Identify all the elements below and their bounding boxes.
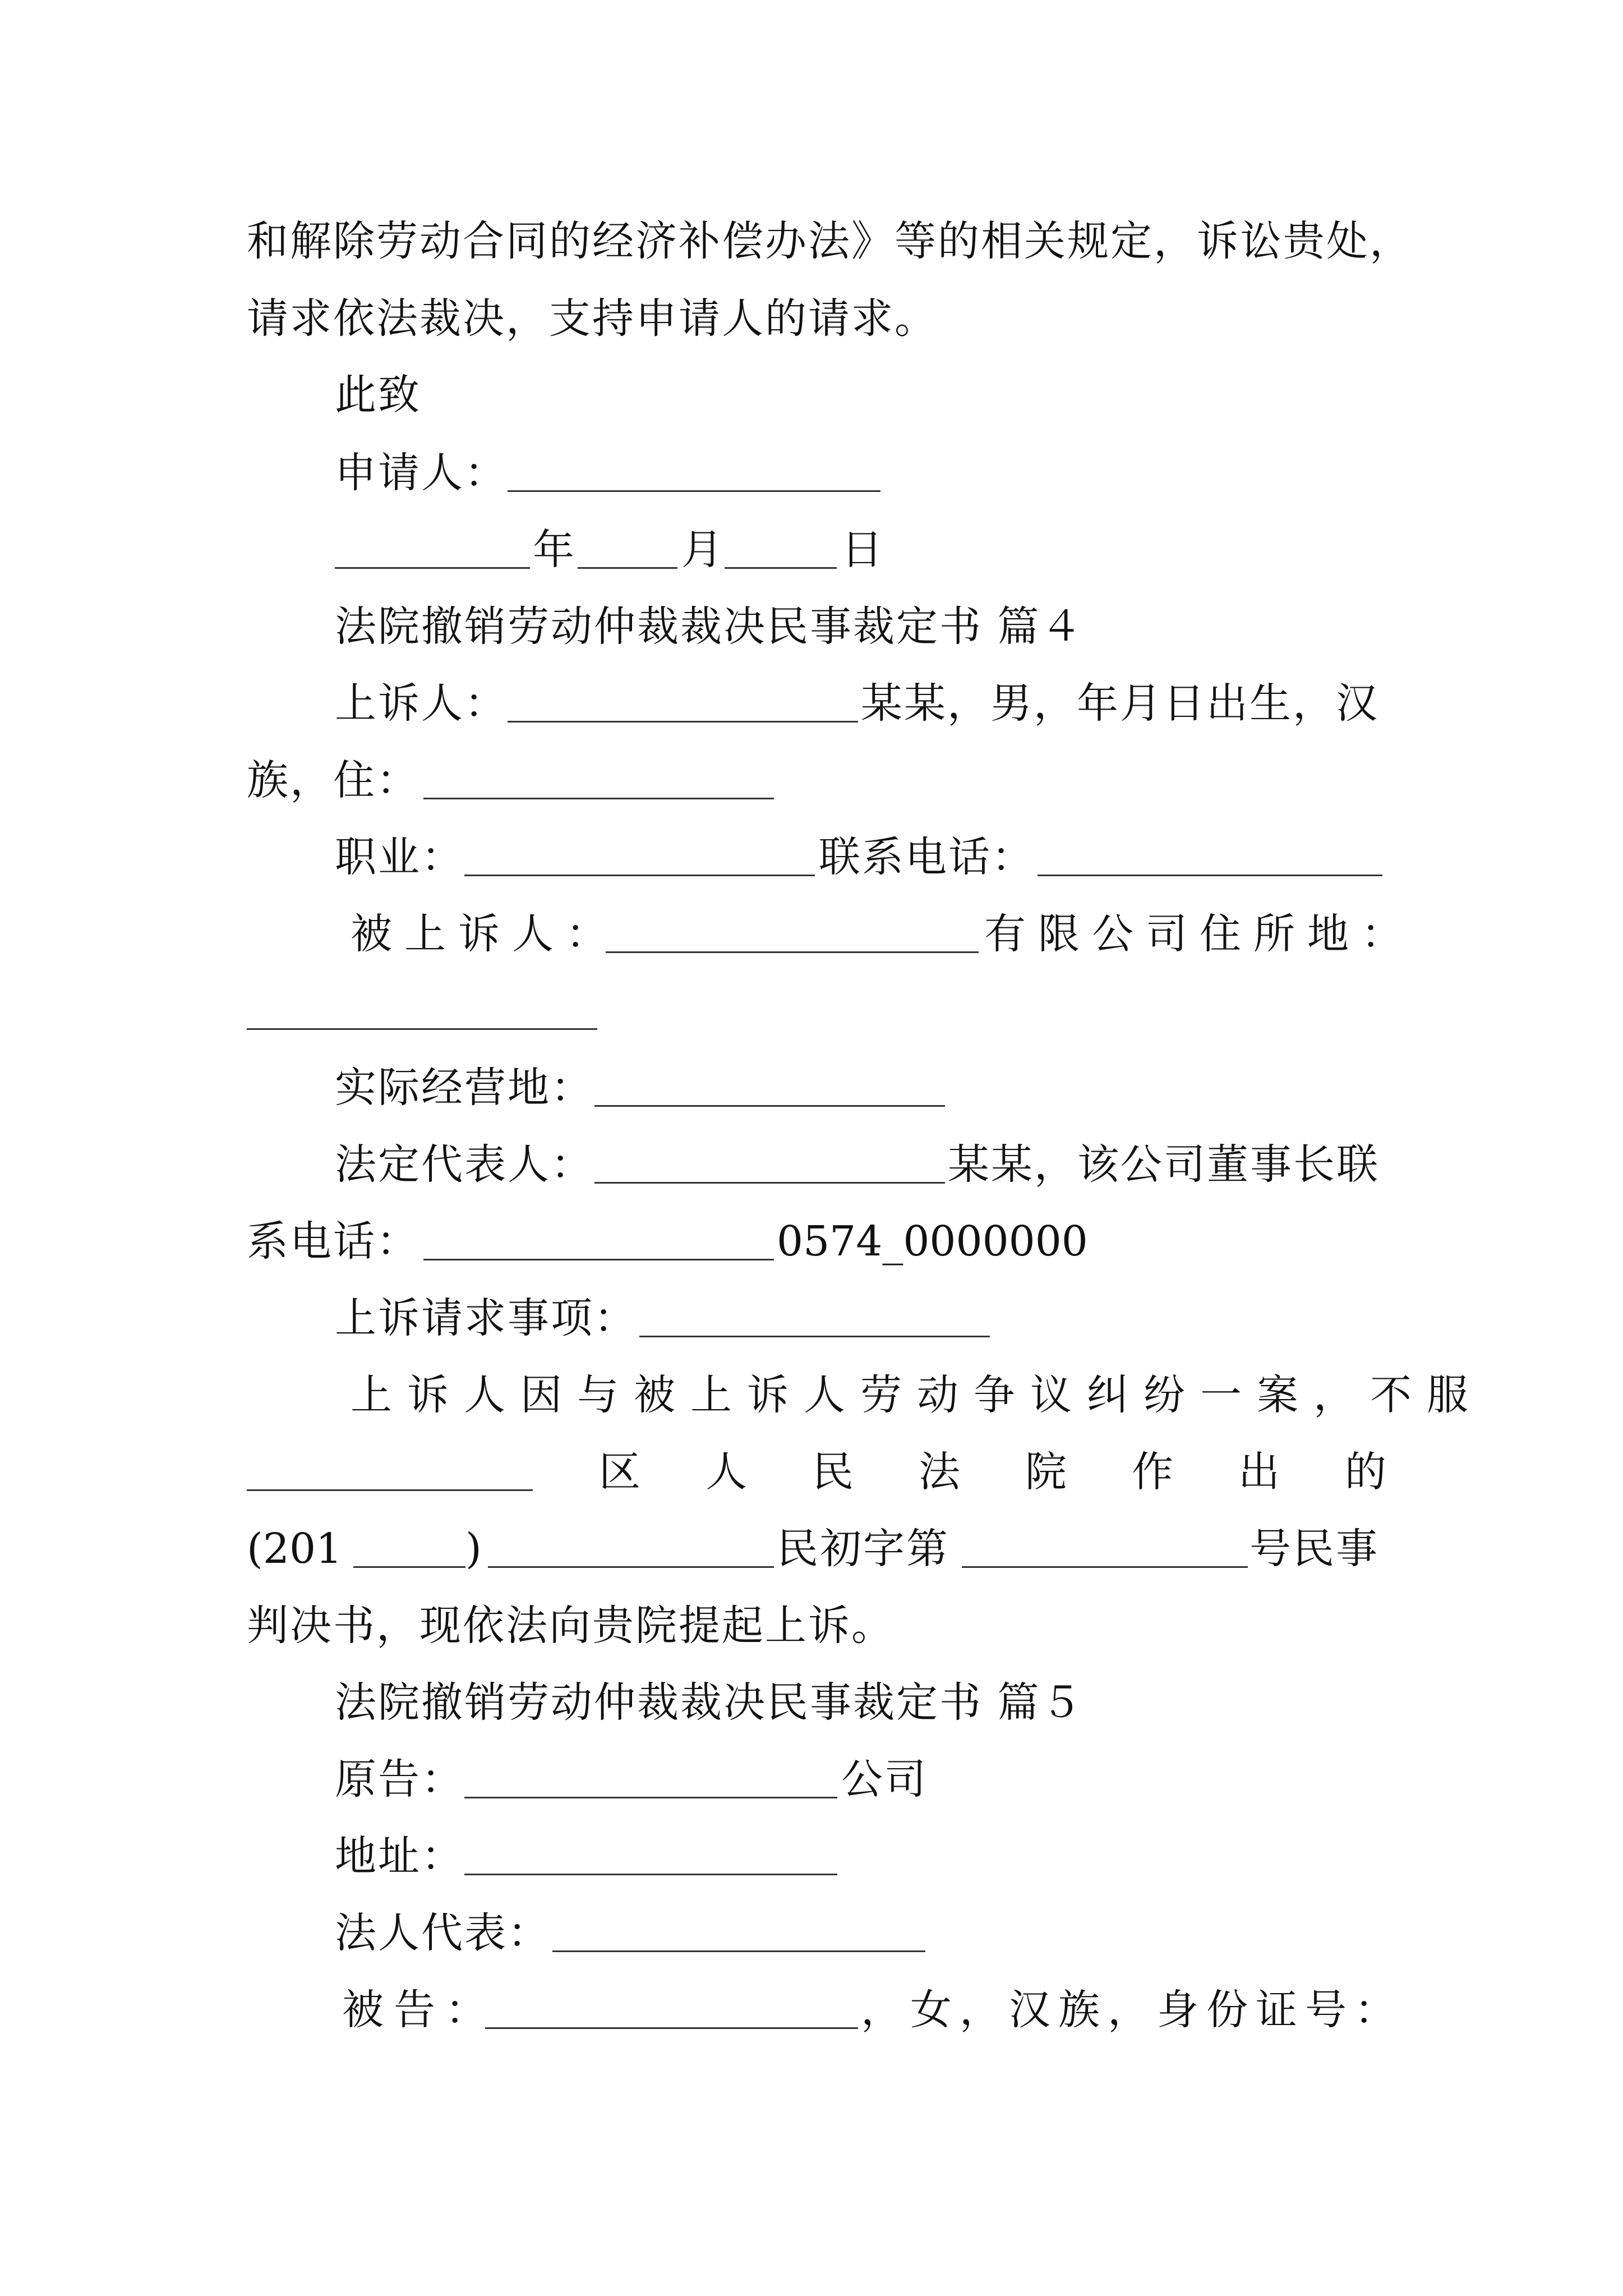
business-line — [0, 1057, 1623, 1119]
address-line — [0, 1825, 1623, 1887]
defendant-label: 被告： — [342, 1986, 497, 2034]
appeal-body-line — [0, 1364, 1623, 1426]
section-title-line — [0, 596, 1623, 657]
paragraph-line — [0, 210, 1623, 272]
appellant-label: 上诉人： — [335, 679, 508, 728]
court-blank — [247, 1441, 533, 1491]
appellee-label: 被上诉人： — [351, 910, 620, 958]
appellee-blank — [606, 903, 979, 953]
rep-blank — [552, 1902, 925, 1952]
phone-label: 联系电话： — [819, 833, 1035, 881]
business-blank — [594, 1057, 945, 1107]
text-line: 请求依法裁决，支持申请人的请求。 — [247, 295, 938, 343]
court-char: 人 — [706, 1448, 747, 1496]
appeal-body-line — [0, 1595, 1623, 1657]
month-label: 月 — [681, 526, 725, 574]
appeal-body-text: 上诉人因与被上诉人劳动争议纠纷一案，不服 — [351, 1371, 1483, 1419]
section-title-line — [0, 1672, 1623, 1733]
address-blank — [464, 1825, 837, 1875]
case-prefix: (201 — [247, 1525, 343, 1573]
rep-label: 法人代表： — [335, 1909, 551, 1957]
legal-rep-text: 某某，该公司董事长联 — [948, 1140, 1380, 1189]
appeal-request-label: 上诉请求事项： — [335, 1294, 637, 1342]
business-label: 实际经营地： — [335, 1064, 594, 1112]
plaintiff-blank — [464, 1749, 837, 1798]
case-close: ) — [465, 1525, 482, 1573]
appellant-text: 某某，男，年月日出生，汉 — [861, 679, 1379, 728]
legal-rep-blank — [594, 1134, 945, 1184]
address-label: 地址： — [335, 1832, 464, 1880]
case-year-blank — [353, 1518, 465, 1568]
court-char: 出 — [1238, 1448, 1280, 1496]
day-label: 日 — [841, 526, 884, 574]
applicant-blank — [508, 442, 880, 492]
plaintiff-text: 公司 — [841, 1755, 928, 1803]
year-label: 年 — [533, 526, 576, 574]
appeal-request-line — [0, 1287, 1623, 1349]
case-court-blank — [488, 1518, 774, 1568]
court-char: 院 — [1025, 1448, 1067, 1496]
paragraph-line — [0, 288, 1623, 349]
appellant-blank — [508, 673, 858, 723]
year-blank — [335, 519, 530, 569]
salutation-line — [0, 364, 1623, 426]
contact-line — [0, 1211, 1623, 1272]
rep-line — [0, 1902, 1623, 1964]
appeal-request-blank — [639, 1287, 990, 1337]
appellee-text: 有限公司住所地： — [984, 910, 1415, 958]
appellant-address-label: 族，住： — [247, 756, 419, 804]
defendant-text: ，女，汉族，身份证号： — [861, 1986, 1404, 2034]
plaintiff-line — [0, 1749, 1623, 1810]
text-line: 和解除劳动合同的经济补偿办法》等的相关规定，诉讼贵处， — [247, 217, 1413, 265]
case-end: 号民事 — [1249, 1525, 1379, 1573]
court-char: 法 — [919, 1448, 960, 1496]
salutation-text: 此致 — [335, 371, 421, 419]
section-title: 法院撤销劳动仲裁裁决民事裁定书 篇４ — [335, 602, 1084, 651]
applicant-line — [0, 442, 1623, 504]
case-number-line — [0, 1518, 1623, 1580]
appellant-line — [0, 673, 1623, 734]
applicant-label: 申请人： — [335, 449, 508, 497]
defendant-line — [0, 1979, 1623, 2041]
day-blank — [725, 519, 837, 569]
court-line — [0, 1441, 1623, 1503]
legal-rep-line — [0, 1134, 1623, 1195]
phone-blank — [1038, 826, 1382, 876]
appellee-address-blank — [247, 980, 597, 1030]
case-mid: 民初字第 — [777, 1525, 949, 1573]
court-char: 民 — [812, 1448, 854, 1496]
defendant-blank — [485, 1979, 858, 2029]
contact-blank — [423, 1211, 774, 1260]
plaintiff-label: 原告： — [335, 1755, 464, 1803]
court-char: 区 — [599, 1448, 640, 1496]
contact-number: 0574_0000000 — [777, 1217, 1088, 1266]
court-char: 作 — [1132, 1448, 1173, 1496]
legal-rep-label: 法定代表人： — [335, 1140, 594, 1189]
job-blank — [464, 826, 815, 876]
appeal-body-text: 判决书，现依法向贵院提起上诉。 — [247, 1602, 895, 1650]
date-line — [0, 519, 1623, 581]
appellant-address-line — [0, 749, 1623, 811]
appellant-address-blank — [423, 749, 774, 799]
case-number-blank — [962, 1518, 1248, 1568]
court-char: 的 — [1345, 1448, 1386, 1496]
job-line — [0, 826, 1623, 888]
job-label: 职业： — [335, 833, 464, 881]
appellee-address-line — [0, 980, 1623, 1042]
month-blank — [578, 519, 677, 569]
section-title: 法院撤销劳动仲裁裁决民事裁定书 篇５ — [335, 1678, 1084, 1727]
appellee-line — [0, 903, 1623, 965]
contact-label: 系电话： — [247, 1217, 419, 1266]
